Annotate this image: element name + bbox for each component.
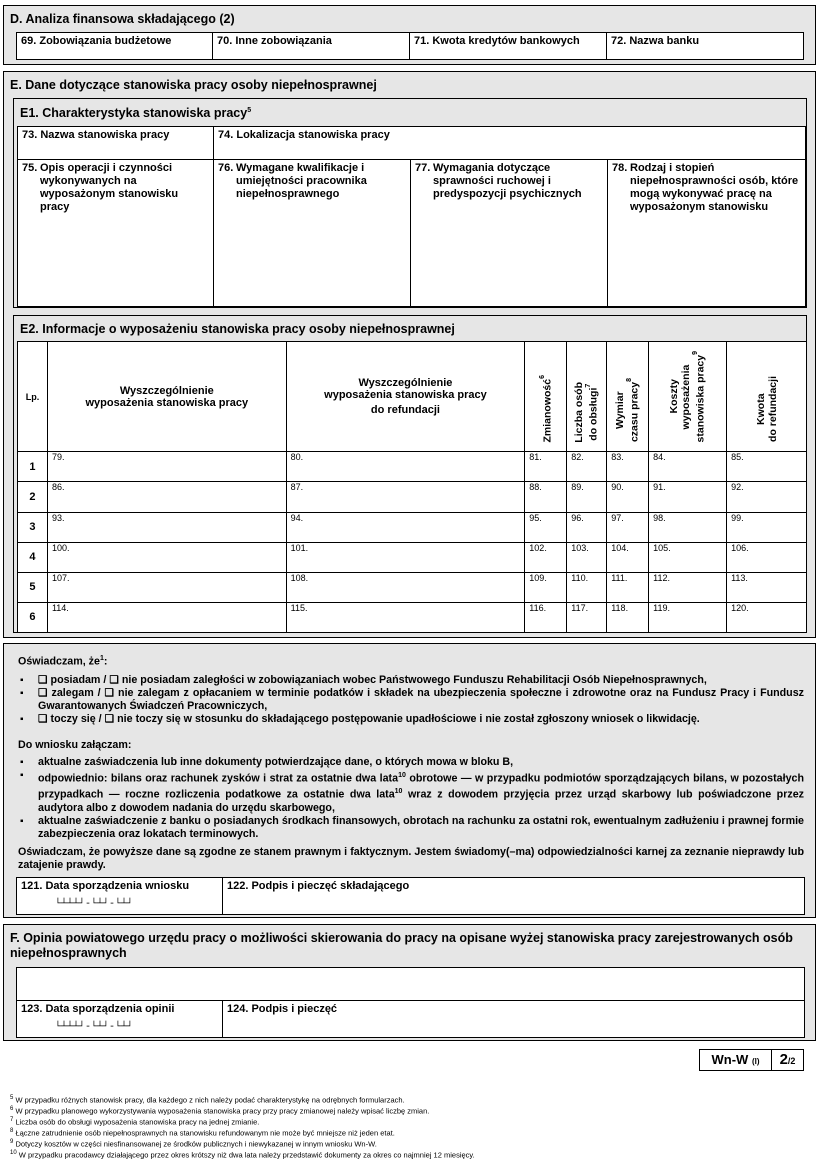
form-code: Wn-W (I) [700, 1050, 772, 1070]
table-cell[interactable] [286, 602, 525, 632]
cell-field-number: 120. [731, 602, 749, 613]
cell-field-number: 106. [731, 542, 749, 553]
header-equipment-cost: Koszty wyposażenia stanowiska pracy$^9$ [649, 342, 727, 452]
row-number: 4 [18, 542, 48, 572]
footnote: $^6$ W przypadku planowego wykorzystywania wyposażenia stanowiska pracy przy pracy zmianowej należy wpisać liczbę zmian. [10, 1106, 430, 1116]
table-cell[interactable] [607, 572, 649, 602]
table-row [18, 512, 807, 542]
table-cell[interactable] [525, 452, 567, 482]
table-cell[interactable] [286, 512, 525, 542]
cell-field-number: 108. [290, 572, 309, 583]
table-cell[interactable] [607, 602, 649, 632]
section-f-title: F. Opinia powiatowego urzędu pracy o możliwości skierowania do pracy na opisane wyżej stanowiska pracy zarejestrowanych osób niepełnosprawnych [10, 931, 793, 960]
footnote: $^9$ Dotyczy kosztów w części niesfinansowanej ze środków publicznych i niewykazanej w innym wniosku Wn-W. [10, 1139, 377, 1149]
table-cell[interactable] [47, 542, 286, 572]
table-row [18, 482, 807, 512]
section-f [3, 924, 816, 1041]
declaration-item[interactable]: ▪ ❏ zalegam / ❏ nie zalegam z opłacaniem w terminie podatków i składek na ubezpieczenia społeczne i zdrowotne oraz na Fundusz Pracy i Fundusz Gwarantowanych Świadczeń Pracowniczych, [18, 687, 804, 713]
cell-field-number: 91. [653, 482, 666, 493]
row-number: 3 [18, 512, 48, 542]
cell-field-number: 93. [51, 512, 65, 523]
cell-field-number: 102. [529, 542, 547, 553]
cell-field-number: 99. [731, 512, 744, 523]
table-cell[interactable] [47, 602, 286, 632]
header-equipment-refund: Wyszczególnienie wyposażenia stanowiska pracy do refundacji [286, 342, 525, 452]
table-cell[interactable] [727, 512, 807, 542]
table-header-row [18, 342, 807, 452]
table-cell[interactable] [525, 602, 567, 632]
cell-field-number: 103. [571, 542, 589, 553]
section-d-title: D. Analiza finansowa składającego (2) [10, 12, 235, 26]
table-cell[interactable] [607, 542, 649, 572]
cell-field-number: 111. [611, 572, 628, 583]
cell-field-number: 113. [731, 572, 748, 583]
header-refund-amount: Kwota do refundacji [727, 342, 807, 452]
cell-field-number: 81. [529, 452, 542, 463]
date-input-mask[interactable]: └┴┴┴┘-└┴┘-└┴┘ [55, 1022, 134, 1033]
table-cell[interactable] [607, 482, 649, 512]
footnote: $^7$ Liczba osób do obsługi wyposażenia stanowiska pracy na jednej zmianie. [10, 1117, 260, 1127]
cell-field-number: 94. [290, 512, 304, 523]
cell-field-number: 110. [571, 572, 589, 583]
footnote: $^{10}$ W przypadku pracodawcy działającego przez okres krótszy niż dwa lata należy przedstawić dokumenty za okres co najmniej 12 miesięcy. [10, 1150, 475, 1160]
cell-field-number: 87. [290, 482, 304, 493]
table-cell[interactable] [727, 482, 807, 512]
table-cell[interactable] [567, 542, 607, 572]
table-row [18, 452, 807, 482]
form-id-box [699, 1049, 804, 1071]
declarations-section [3, 643, 816, 918]
row-number: 6 [18, 602, 48, 632]
field-124[interactable]: 124. Podpis i pieczęć [222, 1000, 805, 1038]
cell-field-number: 109. [529, 572, 547, 583]
table-cell[interactable] [649, 452, 727, 482]
cell-field-number: 92. [731, 482, 744, 493]
header-lp: Lp. [18, 342, 48, 452]
attachment-item: ▪ odpowiednio: bilans oraz rachunek zysków i strat za ostatnie dwa lata$^{10}$ obrotowe — w przypadku podmiotów sporządzających bilans, w pozostałych przypadkach — roczne rozliczenia podatkowe za ostatnie dwa lata$^{10}$ wraz z dowodem przyjęcia przez urząd skarbowy lub poświadczone przez audytora albo z dowodem nadania do urzędu skarbowego, [18, 769, 804, 815]
table-cell[interactable] [649, 542, 727, 572]
field-70[interactable]: 70. Inne zobowiązania [212, 32, 410, 60]
footnote: $^5$ W przypadku różnych stanowisk pracy, dla każdego z nich należy podać charakterystykę na odrębnych formularzach. [10, 1095, 405, 1105]
table-cell[interactable] [727, 452, 807, 482]
cell-field-number: 116. [529, 602, 547, 613]
attachments-list [18, 756, 804, 841]
table-cell[interactable] [286, 572, 525, 602]
table-cell[interactable] [567, 482, 607, 512]
cell-field-number: 117. [571, 602, 589, 613]
declarations-title: Oświadczam, $że^1$: [18, 655, 108, 668]
table-cell[interactable] [649, 512, 727, 542]
table-cell[interactable] [286, 482, 525, 512]
cell-field-number: 119. [653, 602, 671, 613]
declaration-item[interactable]: ▪ ❏ posiadam / ❏ nie posiadam zaległości w zobowiązaniach wobec Państwowego Funduszu Rehabilitacji Osób Niepełnosprawnych, [18, 674, 804, 687]
field-75[interactable]: 75. Opis operacji i czynności wykonywanych na wyposażonym stanowisku pracy [17, 159, 214, 307]
attachment-item: ▪ aktualne zaświadczenia lub inne dokumenty potwierdzające dane, o których mowa w bloku B, [18, 756, 804, 769]
section-e2 [13, 315, 807, 633]
attachment-item: ▪ aktualne zaświadczenie z banku o posiadanych środkach finansowych, obrotach na rachunku za ostatni rok, ewentualnym zadłużeniu i prawnej formie zabezpieczenia oraz lokatach terminowych. [18, 815, 804, 841]
footnotes [10, 1094, 810, 1160]
cell-field-number: 82. [571, 452, 584, 463]
table-cell[interactable] [525, 572, 567, 602]
table-cell[interactable] [649, 482, 727, 512]
field-71[interactable]: 71. Kwota kredytów bankowych [409, 32, 607, 60]
cell-field-number: 101. [290, 542, 309, 553]
table-cell[interactable] [727, 602, 807, 632]
declarations-list [18, 674, 804, 726]
field-123[interactable]: 123. Data sporządzenia opinii └┴┴┴┘-└┴┘-└┴┘ [16, 1000, 223, 1038]
cell-field-number: 107. [51, 572, 70, 583]
table-cell[interactable] [47, 512, 286, 542]
date-input-mask[interactable]: └┴┴┴┘-└┴┘-└┴┘ [55, 899, 134, 910]
cell-field-number: 112. [653, 572, 671, 583]
section-e2-title: E2. Informacje o wyposażeniu stanowiska pracy osoby niepełnosprawnej [20, 322, 455, 336]
equipment-table [17, 341, 807, 633]
cell-field-number: 90. [611, 482, 624, 493]
section-e1-title: E1. Charakterystyka stanowiska pracy$^5$ [20, 106, 252, 120]
cell-field-number: 79. [51, 452, 65, 463]
field-74[interactable]: 74. Lokalizacja stanowiska pracy [213, 126, 806, 160]
section-e [3, 71, 816, 638]
row-number: 5 [18, 572, 48, 602]
truth-statement: Oświadczam, że powyższe dane są zgodne ze stanem prawnym i faktycznym. Jestem świadomy(–ma) odpowiedzialności karnej za zeznanie nieprawdy lub zatajenie prawdy. [18, 845, 804, 871]
table-cell[interactable] [607, 452, 649, 482]
header-work-time: Wymiar czasu pracy$^8$ [607, 342, 649, 452]
table-cell[interactable] [649, 572, 727, 602]
table-row [18, 602, 807, 632]
row-number: 1 [18, 452, 48, 482]
cell-field-number: 104. [611, 542, 629, 553]
table-cell[interactable] [567, 572, 607, 602]
header-equipment: Wyszczególnienie wyposażenia stanowiska pracy [47, 342, 286, 452]
attachments-title: Do wniosku załączam: [18, 738, 132, 751]
section-e1 [13, 98, 807, 308]
cell-field-number: 84. [653, 452, 666, 463]
declarations-block [18, 652, 804, 872]
cell-field-number: 83. [611, 452, 624, 463]
row-number: 2 [18, 482, 48, 512]
cell-field-number: 98. [653, 512, 666, 523]
section-e-title: E. Dane dotyczące stanowiska pracy osoby niepełnosprawnej [10, 78, 377, 92]
cell-field-number: 100. [51, 542, 70, 553]
field-121[interactable]: 121. Data sporządzenia wniosku └┴┴┴┘-└┴┘-└┴┘ [16, 877, 223, 915]
field-76[interactable]: 76. Wymagane kwalifikacje i umiejętności pracownika niepełnosprawnego [213, 159, 411, 307]
header-shifts: Zmianowość$^6$ [525, 342, 567, 452]
cell-field-number: 114. [51, 602, 69, 613]
cell-field-number: 86. [51, 482, 65, 493]
field-72[interactable]: 72. Nazwa banku [606, 32, 804, 60]
table-cell[interactable] [649, 602, 727, 632]
field-122[interactable]: 122. Podpis i pieczęć składającego [222, 877, 805, 915]
table-cell[interactable] [567, 512, 607, 542]
cell-field-number: 95. [529, 512, 542, 523]
field-78[interactable]: 78. Rodzaj i stopień niepełnosprawności osób, które mogą wykonywać pracę na wyposażonym stanowisku [607, 159, 806, 307]
cell-field-number: 89. [571, 482, 584, 493]
section-d [3, 5, 816, 65]
cell-field-number: 105. [653, 542, 671, 553]
cell-field-number: 97. [611, 512, 624, 523]
table-cell[interactable] [47, 482, 286, 512]
table-cell[interactable] [525, 512, 567, 542]
opinion-box[interactable] [16, 967, 805, 1001]
table-cell[interactable] [286, 542, 525, 572]
table-cell[interactable] [567, 602, 607, 632]
field-69[interactable]: 69. Zobowiązania budżetowe [16, 32, 213, 60]
table-cell[interactable] [727, 572, 807, 602]
cell-field-number: 96. [571, 512, 584, 523]
table-cell[interactable] [47, 572, 286, 602]
table-row [18, 572, 807, 602]
cell-field-number: 118. [611, 602, 629, 613]
declaration-item[interactable]: ▪ ❏ toczy się / ❏ nie toczy się w stosunku do składającego postępowanie upadłościowe i nie został zgłoszony wniosek o likwidację. [18, 713, 804, 726]
cell-field-number: 85. [731, 452, 744, 463]
table-cell[interactable] [525, 482, 567, 512]
cell-field-number: 115. [290, 602, 308, 613]
table-row [18, 542, 807, 572]
field-73[interactable]: 73. Nazwa stanowiska pracy [17, 126, 214, 160]
cell-field-number: 88. [529, 482, 542, 493]
table-cell[interactable] [47, 452, 286, 482]
table-cell[interactable] [286, 452, 525, 482]
header-staff-count: Liczba osób do obsługi$^7$ [567, 342, 607, 452]
table-cell[interactable] [525, 542, 567, 572]
cell-field-number: 80. [290, 452, 304, 463]
table-cell[interactable] [727, 542, 807, 572]
field-77[interactable]: 77. Wymagania dotyczące sprawności ruchowej i predyspozycji psychicznych [410, 159, 608, 307]
footnote: $^8$ Łączne zatrudnienie osób niepełnosprawnych na stanowisku refundowanym nie może być mniejsze niż jeden etat. [10, 1128, 395, 1138]
page-number: 2/2 [779, 1051, 796, 1068]
table-cell[interactable] [607, 512, 649, 542]
table-cell[interactable] [567, 452, 607, 482]
